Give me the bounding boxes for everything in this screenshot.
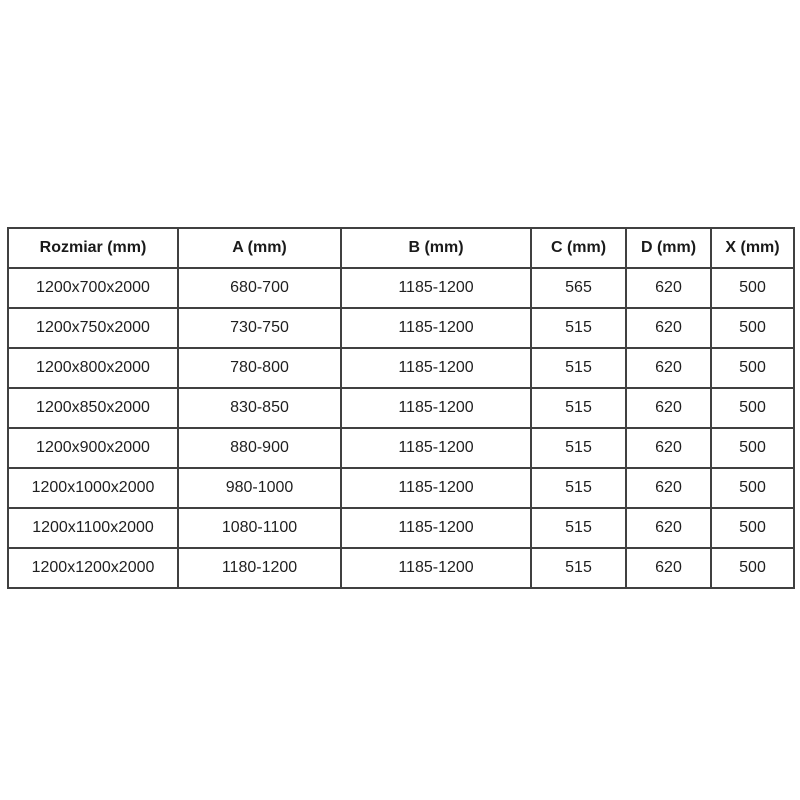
table-row xyxy=(8,308,794,348)
table-cell-c: 515 xyxy=(531,468,626,508)
table-cell-x: 500 xyxy=(711,428,794,468)
size-specification-table xyxy=(7,227,795,589)
table-cell-rozmiar: 1200x900x2000 xyxy=(8,428,178,468)
table-body xyxy=(8,268,794,588)
table-cell-c: 515 xyxy=(531,428,626,468)
table-cell-x: 500 xyxy=(711,508,794,548)
table-cell-b: 1185-1200 xyxy=(341,348,531,388)
table-cell-a: 880-900 xyxy=(178,428,341,468)
table-cell-c: 515 xyxy=(531,308,626,348)
table-row xyxy=(8,468,794,508)
column-header-c: C (mm) xyxy=(531,228,626,268)
table-row xyxy=(8,268,794,308)
table-cell-a: 780-800 xyxy=(178,348,341,388)
table-cell-b: 1185-1200 xyxy=(341,548,531,588)
table-cell-a: 1180-1200 xyxy=(178,548,341,588)
table-cell-x: 500 xyxy=(711,548,794,588)
column-header-b: B (mm) xyxy=(341,228,531,268)
table-cell-a: 680-700 xyxy=(178,268,341,308)
table-row xyxy=(8,388,794,428)
table-cell-a: 980-1000 xyxy=(178,468,341,508)
table-cell-rozmiar: 1200x1200x2000 xyxy=(8,548,178,588)
table-cell-x: 500 xyxy=(711,468,794,508)
table-cell-c: 515 xyxy=(531,388,626,428)
table-cell-c: 565 xyxy=(531,268,626,308)
table-cell-x: 500 xyxy=(711,308,794,348)
table-cell-d: 620 xyxy=(626,308,711,348)
column-header-d: D (mm) xyxy=(626,228,711,268)
table-cell-b: 1185-1200 xyxy=(341,468,531,508)
table-cell-b: 1185-1200 xyxy=(341,508,531,548)
table-cell-d: 620 xyxy=(626,348,711,388)
table-row xyxy=(8,348,794,388)
table-cell-d: 620 xyxy=(626,508,711,548)
table-cell-d: 620 xyxy=(626,548,711,588)
table-cell-rozmiar: 1200x1100x2000 xyxy=(8,508,178,548)
table-cell-a: 730-750 xyxy=(178,308,341,348)
table-cell-rozmiar: 1200x800x2000 xyxy=(8,348,178,388)
table-cell-a: 830-850 xyxy=(178,388,341,428)
table-cell-d: 620 xyxy=(626,388,711,428)
table-header-row xyxy=(8,228,794,268)
column-header-x: X (mm) xyxy=(711,228,794,268)
table-cell-x: 500 xyxy=(711,268,794,308)
table-cell-rozmiar: 1200x1000x2000 xyxy=(8,468,178,508)
table-cell-a: 1080-1100 xyxy=(178,508,341,548)
table-row xyxy=(8,228,794,268)
table-row xyxy=(8,428,794,468)
table-cell-c: 515 xyxy=(531,348,626,388)
table-cell-rozmiar: 1200x700x2000 xyxy=(8,268,178,308)
table-cell-d: 620 xyxy=(626,428,711,468)
column-header-a: A (mm) xyxy=(178,228,341,268)
table-cell-b: 1185-1200 xyxy=(341,388,531,428)
table-cell-d: 620 xyxy=(626,468,711,508)
table-cell-b: 1185-1200 xyxy=(341,308,531,348)
table-row xyxy=(8,548,794,588)
table-cell-rozmiar: 1200x750x2000 xyxy=(8,308,178,348)
table-cell-x: 500 xyxy=(711,388,794,428)
table-cell-c: 515 xyxy=(531,548,626,588)
table-cell-b: 1185-1200 xyxy=(341,268,531,308)
table-cell-rozmiar: 1200x850x2000 xyxy=(8,388,178,428)
table-cell-b: 1185-1200 xyxy=(341,428,531,468)
table-row xyxy=(8,508,794,548)
table-cell-c: 515 xyxy=(531,508,626,548)
column-header-rozmiar: Rozmiar (mm) xyxy=(8,228,178,268)
table-cell-d: 620 xyxy=(626,268,711,308)
table-cell-x: 500 xyxy=(711,348,794,388)
